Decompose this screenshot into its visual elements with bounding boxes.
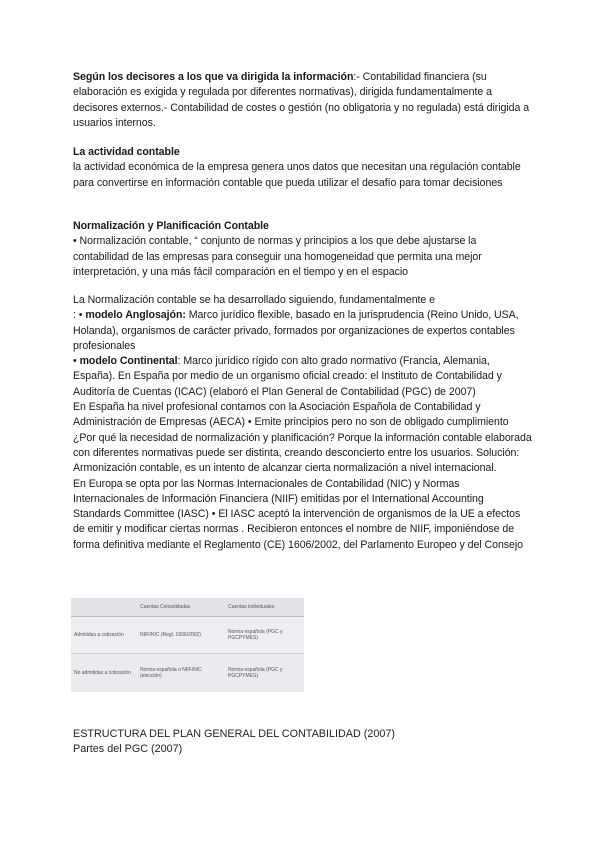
table-cell: NIIF/NIC (Regl. 1606/2002) xyxy=(137,617,225,654)
table-row xyxy=(71,617,304,654)
table-header-cell: Cuentas Consolidadas xyxy=(137,598,225,617)
section-modelos xyxy=(73,293,533,553)
label-anglosajon: modelo Anglosajón: xyxy=(85,309,186,322)
paragraph-decisores xyxy=(73,70,533,131)
text-actividad: la actividad económica de la empresa genera unos datos que necesitan una regulación contable para convertirse en información contable que pueda utilizar el desafío para tomar decisiones xyxy=(73,161,521,189)
text-why: ¿Por qué la necesidad de normalización y planificación? Porque la información contable elaborada con diferentes normativas puede ser distinta, creando desconcierto entre los usuarios. Solución: Armonización contable, es un intento de alcanzar cierta normalización a nivel internacional. xyxy=(73,431,532,475)
paragraph-continental xyxy=(73,354,533,400)
text-anglosajon: Marco jurídico flexible, basado en la jurisprudencia (Reino Unido, USA, Holanda), organismos de carácter privado, formados por organizaciones de expertos contables profesionales xyxy=(73,309,519,352)
text-intro: La Normalización contable se ha desarrollado siguiendo, fundamentalmente e xyxy=(73,294,436,306)
footer-structure-title: ESTRUCTURA DEL PLAN GENERAL DEL CONTABILIDAD (2007) xyxy=(73,728,395,740)
heading-actividad-text: La actividad contable xyxy=(73,146,180,158)
normativa-table-grid xyxy=(71,598,304,692)
bullet-continental: • xyxy=(73,355,80,368)
text-normalizacion: • Normalización contable, “ conjunto de normas y principios a los que debe ajustarse la contabilidad de las empresas para conseguir una homogeneidad que permita una mejor interpretación, y una más fácil comparación en el tiempo y en el espacio xyxy=(73,235,482,278)
table-row xyxy=(71,654,304,693)
label-continental: modelo Continental xyxy=(79,355,178,368)
table-cell: Norma española o NIIF/NIC (elección) xyxy=(137,654,225,693)
table-header-cell: Cuentas individuales xyxy=(225,598,304,617)
section-actividad xyxy=(73,145,533,191)
text-decisores: :- Contabilidad financiera (su elaboración es exigida y regulada por diferentes normativas), dirigida fundamentalmente a decisores externos.- Contabilidad de costes o gestión (no obligatoria y no regulada) está dirigida a usuarios internos. xyxy=(73,71,530,129)
table-cell: Norma española (PGC y PGCPYMES) xyxy=(225,617,304,654)
paragraph-anglosajon xyxy=(73,308,533,354)
section-decisores xyxy=(73,70,533,131)
footer-parts-title: Partes del PGC (2007) xyxy=(73,743,183,755)
table-header-cell xyxy=(71,598,137,617)
table-cell: Norma española (PGC y PGCPYMES) xyxy=(225,654,304,693)
table-header-row xyxy=(71,598,304,617)
heading-normalizacion xyxy=(73,219,533,234)
heading-normalizacion-text: Normalización y Planificación Contable xyxy=(73,220,269,232)
text-europe: En Europa se opta por las Normas Internacionales de Contabilidad (NIC) y Normas Internacionales de Información Financiera (NIIF) emitidas por el International Accounting Standards Committee (IASC) • El IASC aceptó la intervención de organismos de la UE a efectos de emitir y modificar ciertas normas . Recibieron entonces el nombre de NIIF, imponiéndose de forma definitiva mediante el Reglamento (CE) 1606/2002, del Parlamento Europeo y del Consejo xyxy=(73,477,524,551)
section-normalizacion xyxy=(73,219,533,280)
text-aeca: En España ha nivel profesional contamos con la Asociación Española de Contabilidad y Administración de Empresas (AECA) • Emite principios pero no son de obligado cumplimiento xyxy=(73,401,509,429)
text-continental: : Marco jurídico rígido con alto grado normativo (Francia, Alemania, España). En España por medio de un organismo oficial creado: el Instituto de Contabilidad y Auditoría de Cuentas (ICAC) (elaboró el Plan General de Contabilidad (PGC) de 2007) xyxy=(73,355,502,398)
table-cell: Admitidas a cotización xyxy=(71,617,137,654)
heading-decisores: Según los decisores a los que va dirigida la información xyxy=(73,71,354,83)
normativa-table xyxy=(71,598,304,692)
bullet-anglosajon: : • xyxy=(73,309,86,322)
table-cell: No admitidas a cotización xyxy=(71,654,137,693)
heading-actividad xyxy=(73,145,533,160)
